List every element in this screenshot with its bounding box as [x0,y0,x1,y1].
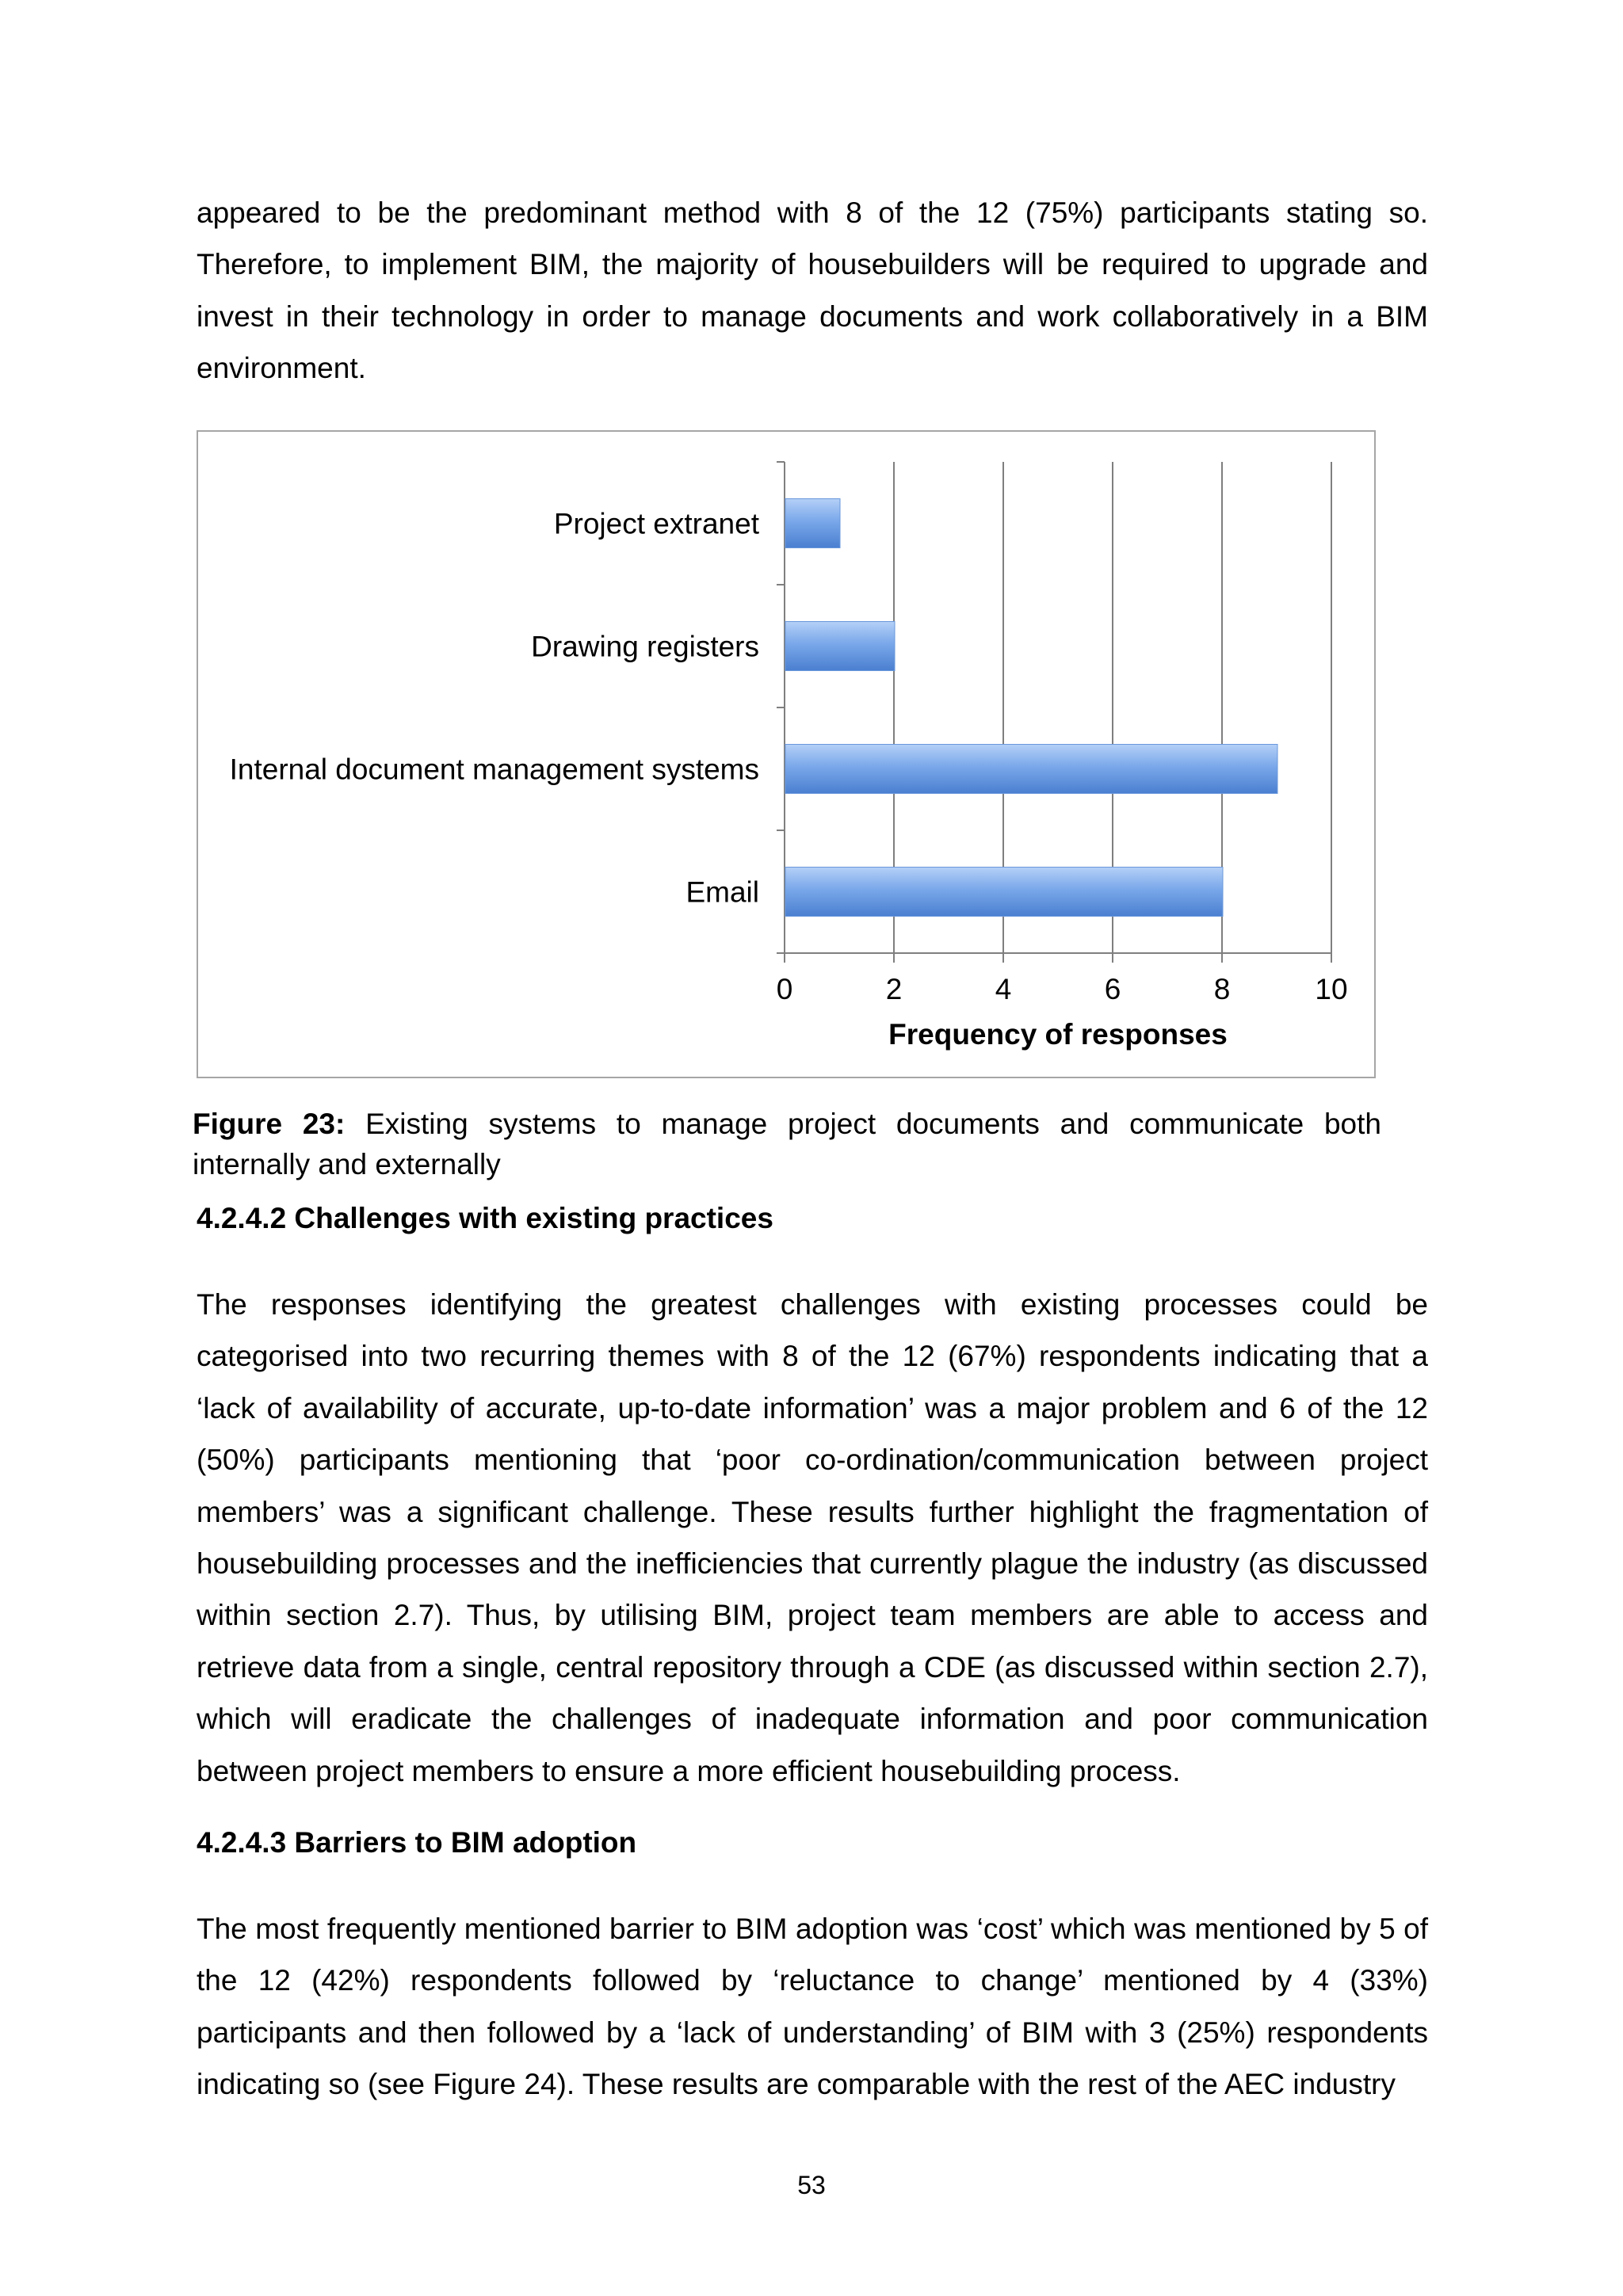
bar-3 [785,868,1223,917]
bar-0 [785,499,840,548]
figure-caption-text: Existing systems to manage project documents and communicate both internally and externally [193,1108,1381,1180]
section-heading-barriers: 4.2.4.3 Barriers to BIM adoption [197,1826,637,1859]
x-tick-label: 0 [776,973,793,1005]
category-label: Project extranet [553,507,759,540]
figure-23-chart [197,430,1376,1078]
x-tick-label: 2 [885,973,903,1005]
x-tick-label: 8 [1213,973,1231,1005]
category-label: Internal document management systems [229,753,759,786]
challenges-paragraph: The responses identifying the greatest challenges with existing processes could be categorised into two recurring themes with 8 of the 12 (67%) respondents indicating that a ‘lack of availability of accurate, up-to-date information’ was a major problem and 6 of the 12 (50%) participants mentioning that ‘poor co-ordination/communication between project members’ was a significant challenge. These results further highlight the fragmentation of housebuilding processes and the inefficiencies that currently plague the industry (as discussed within section 2.7). Thus, by utilising BIM, project team members are able to access and retrieve data from a single, central repository through a CDE (as discussed within section 2.7), which will eradicate the challenges of inadequate information and poor communication between project members to ensure a more efficient housebuilding process. [197,1288,1428,1787]
intro-paragraph: appeared to be the predominant method with 8 of the 12 (75%) participants stating so. Therefore, to implement BIM, the majority of housebuilders will be required to upgrade and invest in their technology in order to manage documents and work collaboratively in a BIM environment. [197,196,1428,385]
figure-caption-label: Figure 23: [193,1108,346,1140]
bar-1 [785,622,895,671]
figure-caption [193,1104,1381,1184]
section-heading-challenges: 4.2.4.2 Challenges with existing practices [197,1202,773,1234]
page-number: 53 [797,2171,826,2199]
bar-2 [785,745,1277,794]
x-axis-title: Frequency of responses [888,1018,1228,1051]
bar-chart [198,432,1377,1080]
x-tick-label: 6 [1104,973,1121,1005]
x-tick-label: 4 [995,973,1012,1005]
x-tick-label: 10 [1315,973,1348,1005]
category-label: Email [685,875,759,909]
category-label: Drawing registers [531,630,759,663]
barriers-paragraph: The most frequently mentioned barrier to BIM adoption was ‘cost’ which was mentioned by 5 of the 12 (42%) respondents followed by ‘reluctance to change’ mentioned by 4 (33%) participants and then followed by a ‘lack of understanding’ of BIM with 3 (25%) respondents indicating so (see Figure 24). These results are comparable with the rest of the AEC industry [197,1913,1428,2101]
